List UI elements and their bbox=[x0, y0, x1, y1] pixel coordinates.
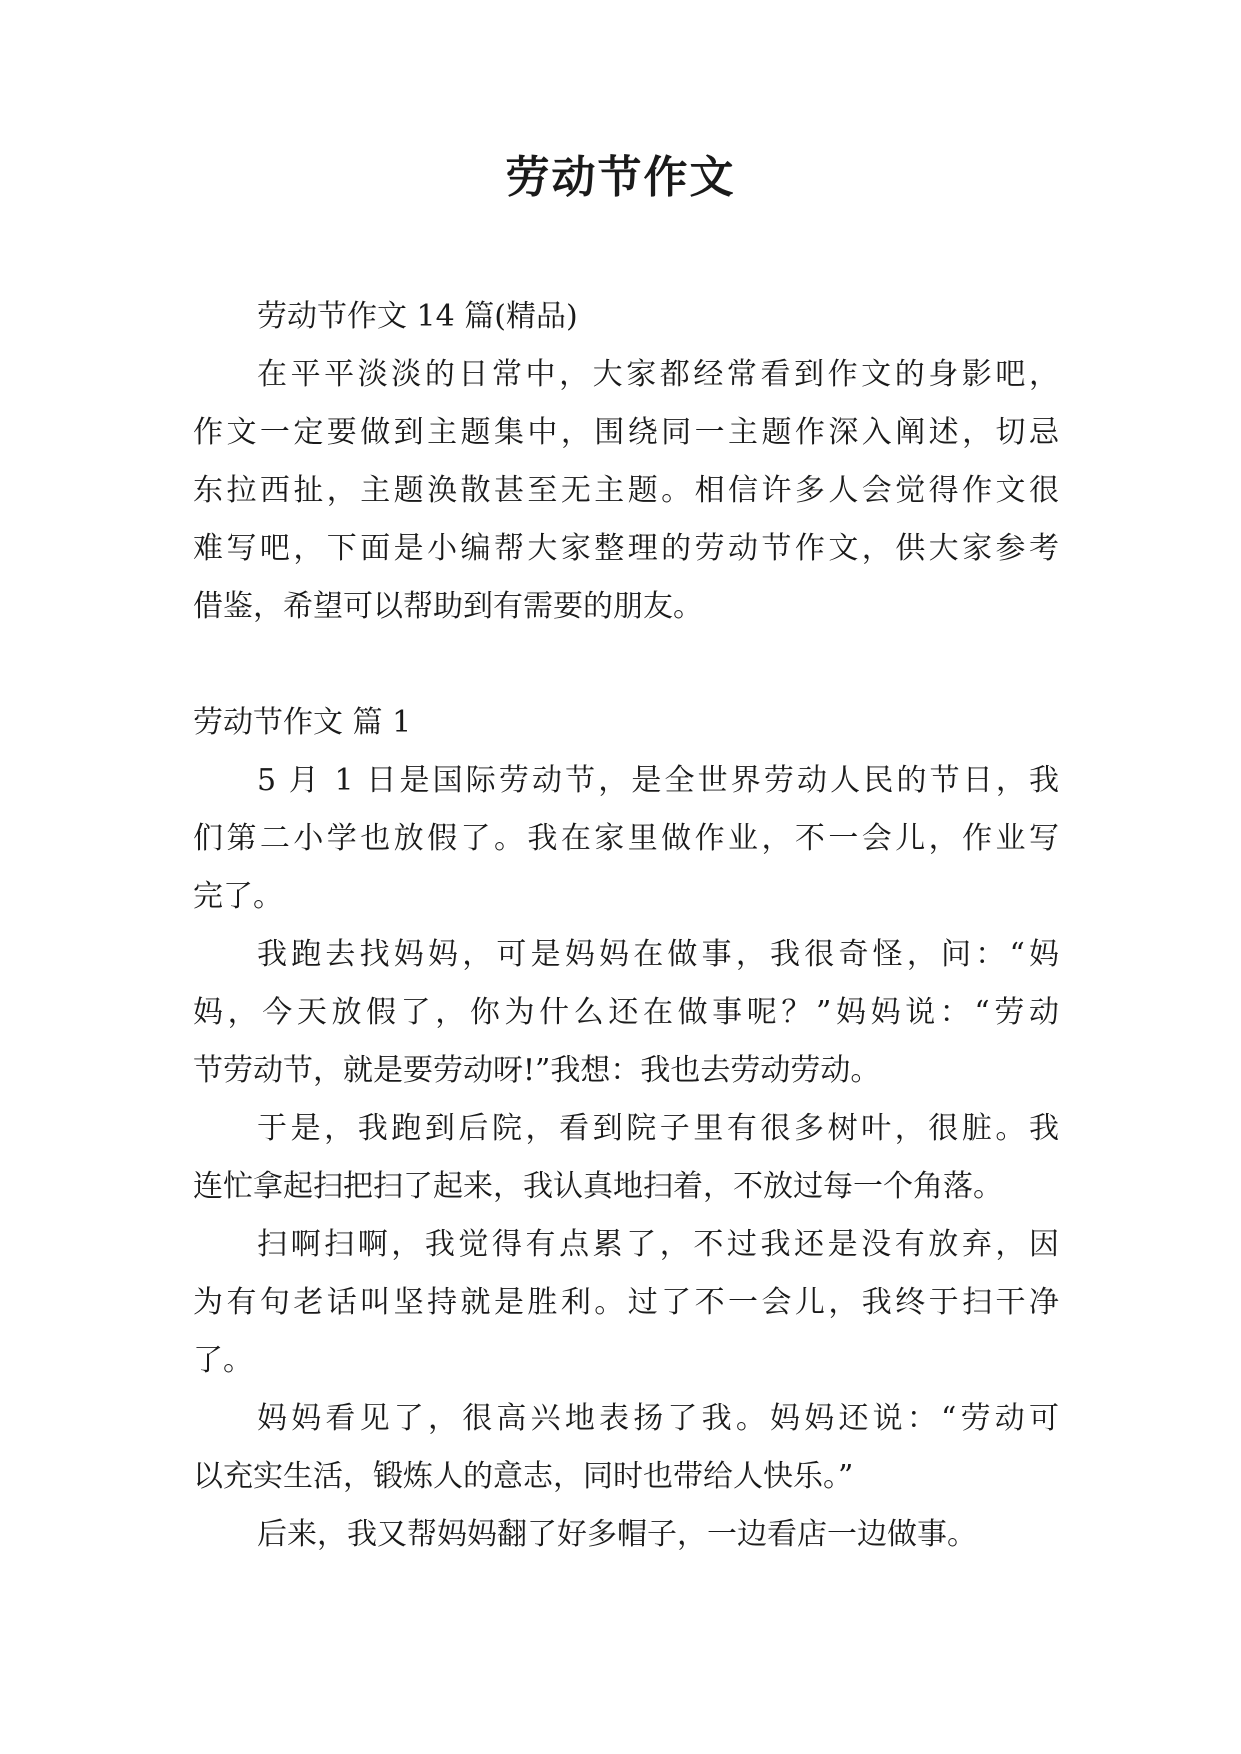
paragraph-line: 们第二小学也放假了。我在家里做作业，不一会儿，作业写 bbox=[193, 821, 1059, 856]
paragraph-line: 妈妈看见了，很高兴地表扬了我。妈妈还说：“劳动可 bbox=[257, 1401, 1059, 1436]
paragraph-line: 扫啊扫啊，我觉得有点累了，不过我还是没有放弃，因 bbox=[257, 1227, 1059, 1262]
paragraph-line: 作文一定要做到主题集中，围绕同一主题作深入阐述，切忌 bbox=[193, 415, 1059, 450]
paragraph-line: 5 月 1 日是国际劳动节，是全世界劳动人民的节日，我 bbox=[257, 763, 1059, 798]
paragraph-line: 东拉西扯，主题涣散甚至无主题。相信许多人会觉得作文很 bbox=[193, 473, 1059, 508]
document-body bbox=[193, 288, 1059, 1564]
paragraph-line: 在平平淡淡的日常中，大家都经常看到作文的身影吧， bbox=[257, 357, 1059, 392]
intro-subtitle: 劳动节作文 14 篇(精品) bbox=[257, 299, 578, 334]
paragraph-line: 以充实生活，锻炼人的意志，同时也带给人快乐。” bbox=[193, 1459, 854, 1494]
intro-paragraph bbox=[193, 346, 1059, 636]
essay-paragraph bbox=[193, 1216, 1059, 1390]
essay-paragraph bbox=[193, 1100, 1059, 1216]
paragraph-line: 于是，我跑到后院，看到院子里有很多树叶，很脏。我 bbox=[257, 1111, 1059, 1146]
document-title: 劳动节作文 bbox=[505, 152, 736, 203]
section-spacer bbox=[193, 636, 1059, 694]
essay-heading: 劳动节作文 篇 1 bbox=[193, 705, 412, 740]
paragraph-line: 难写吧，下面是小编帮大家整理的劳动节作文，供大家参考 bbox=[193, 531, 1059, 566]
paragraph-line: 完了。 bbox=[193, 879, 283, 914]
paragraph-line: 妈，今天放假了，你为什么还在做事呢？”妈妈说：“劳动 bbox=[193, 995, 1059, 1030]
essay-paragraph bbox=[193, 1390, 1059, 1506]
paragraph-line: 节劳动节，就是要劳动呀!”我想：我也去劳动劳动。 bbox=[193, 1053, 881, 1088]
paragraph-line: 为有句老话叫坚持就是胜利。过了不一会儿，我终于扫干净 bbox=[193, 1285, 1059, 1320]
essay-paragraph bbox=[193, 752, 1059, 926]
essay-paragraph bbox=[193, 926, 1059, 1100]
paragraph-line: 我跑去找妈妈，可是妈妈在做事，我很奇怪，问：“妈 bbox=[257, 937, 1059, 972]
paragraph-line: 连忙拿起扫把扫了起来，我认真地扫着，不放过每一个角落。 bbox=[193, 1169, 1003, 1204]
paragraph-line: 后来，我又帮妈妈翻了好多帽子，一边看店一边做事。 bbox=[257, 1517, 977, 1552]
essay-paragraph bbox=[193, 1506, 1059, 1564]
paragraph-line: 了。 bbox=[193, 1343, 253, 1378]
paragraph-line: 借鉴，希望可以帮助到有需要的朋友。 bbox=[193, 589, 703, 624]
